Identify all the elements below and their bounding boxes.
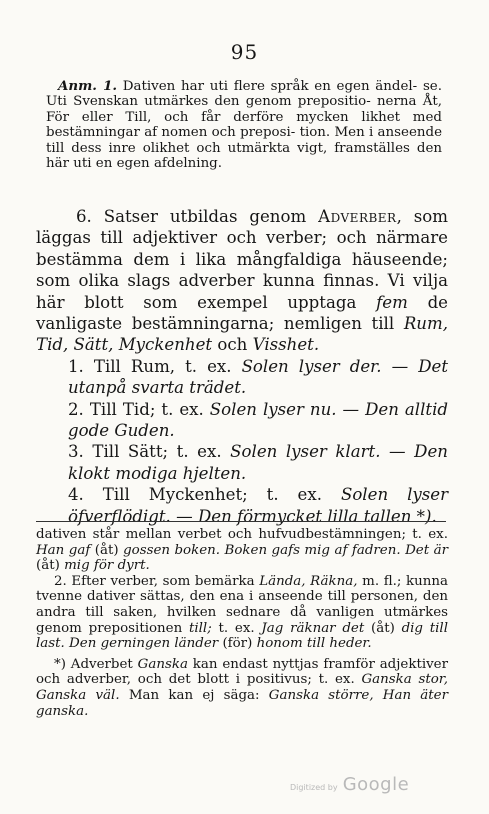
foot-text: (åt) — [94, 542, 119, 558]
footnote-paragraph — [36, 657, 448, 719]
item-lead: Till Tid; t. ex. — [89, 399, 204, 419]
foot-text: Man kan ej säga: — [128, 687, 260, 703]
footnote-block — [36, 527, 448, 719]
foot-text: (för) — [222, 636, 253, 652]
foot-text: m. fl.; kunna tvenne dativer sättas, den ena i anseende till personen, den andra till saken, hvilken sednare då vanligen utmärkes genom prepositionen — [36, 573, 448, 636]
term-fem: fem — [376, 292, 408, 312]
note-line: nerna Åt, För eller Till, och får derföre mycken — [46, 94, 442, 125]
foot-text: dativen står mellan verbet och hufvudbestämningen; t. ex. — [36, 527, 448, 542]
note-line: utmärkta vigt, framställes den här uti en egen — [46, 140, 442, 172]
main-text — [36, 206, 448, 527]
note-block — [46, 79, 442, 171]
section-text: Satser utbildas genom — [103, 207, 307, 226]
foot-example: till; — [188, 620, 212, 636]
footnote-divider — [36, 521, 446, 522]
category-visshet: Visshet. — [252, 335, 320, 355]
section-text: , som läggas till adjektiver och verber; och närmare bestämma dem i lika mångfaldiga häuseende; som olika slags adverber kunna finnas. Vi vilja här blott som exempel upptaga — [36, 207, 449, 312]
watermark-prefix: Digitized by — [290, 783, 338, 792]
item-lead: Till Sätt; t. ex. — [92, 442, 222, 462]
item-number: 3. — [68, 442, 84, 462]
foot-text: kan endast nyttjas framför adjektiver och adverber, och det blott i positivus; t. ex. — [36, 656, 448, 688]
section-6-paragraph — [36, 206, 448, 356]
item-example: Solen lyser der. — Det utanpå svarta trädet. — [68, 356, 448, 398]
note-label: Anm. 1. — [58, 78, 118, 94]
item-lead: Till Rum, t. ex. — [93, 356, 232, 376]
note-line: se. Uti Svenskan utmärkes den genom prepositio- — [46, 79, 442, 110]
page-number: 95 — [230, 40, 259, 64]
note-paragraph — [46, 79, 442, 171]
foot-text: (åt) — [36, 558, 60, 574]
item-example: Solen lyser nu. — Den alltid gode Guden. — [68, 399, 448, 441]
section-text: de vanligaste bestämningarna; nemligen till — [36, 292, 449, 334]
item-number: 1. — [68, 356, 84, 376]
section-text: och — [217, 335, 248, 355]
foot-example: Ganska större, Han äter ganska. — [36, 687, 448, 719]
foot-example: gossen boken. Boken gafs mig af fadren. Det är — [123, 542, 448, 558]
foot-text: Adverbet — [70, 656, 133, 672]
item-number: 4. — [68, 485, 84, 505]
note-2-paragraph — [36, 574, 448, 652]
foot-example: Ganska stor, Ganska väl. — [36, 672, 448, 703]
item-example: Solen lyser klart. — Den klokt modiga hjelten. — [68, 442, 448, 483]
category-list: Rum, Tid, Sätt, Myckenhet — [36, 314, 449, 355]
foot-example: Jag räknar det — [261, 620, 365, 636]
foot-example: Lända, Räkna, — [259, 573, 358, 589]
list-item — [36, 356, 448, 399]
section-number: 6. — [76, 207, 92, 226]
note-line: tion. Men i anseende till dess inre olikhet och — [46, 125, 442, 156]
foot-example: honom till heder. — [256, 636, 372, 652]
foot-text: t. ex. — [218, 620, 255, 636]
google-logo: Google — [342, 774, 410, 795]
term-adverber: Adverber — [318, 207, 397, 226]
item-lead: Till Myckenhet; t. ex. — [102, 485, 322, 505]
foot-text: (åt) — [370, 620, 395, 636]
item-number: 2. — [68, 399, 84, 419]
note-line: Dativen har uti flere språk en egen ändel- — [122, 79, 418, 94]
digitized-watermark — [290, 774, 409, 795]
list-item — [36, 441, 448, 484]
foot-text: 2. Efter verber, som bemärka — [54, 573, 255, 589]
note-line: afdelning. — [153, 156, 223, 172]
foot-example: Han gaf — [36, 542, 91, 558]
list-item — [36, 399, 448, 442]
note-line: likhet med bestämningar af nomen och preposi- — [46, 109, 442, 141]
foot-example: Ganska — [137, 656, 188, 672]
item-example: Solen lyser öfverflödigt. — Den förmycket lilla tallen *). — [68, 485, 449, 526]
foot-example: mig för dyrt. — [64, 558, 150, 574]
foot-example: dig till last. Den gerningen länder — [36, 620, 448, 652]
footnote-marker: *) — [54, 656, 66, 672]
note-continuation — [36, 527, 448, 574]
